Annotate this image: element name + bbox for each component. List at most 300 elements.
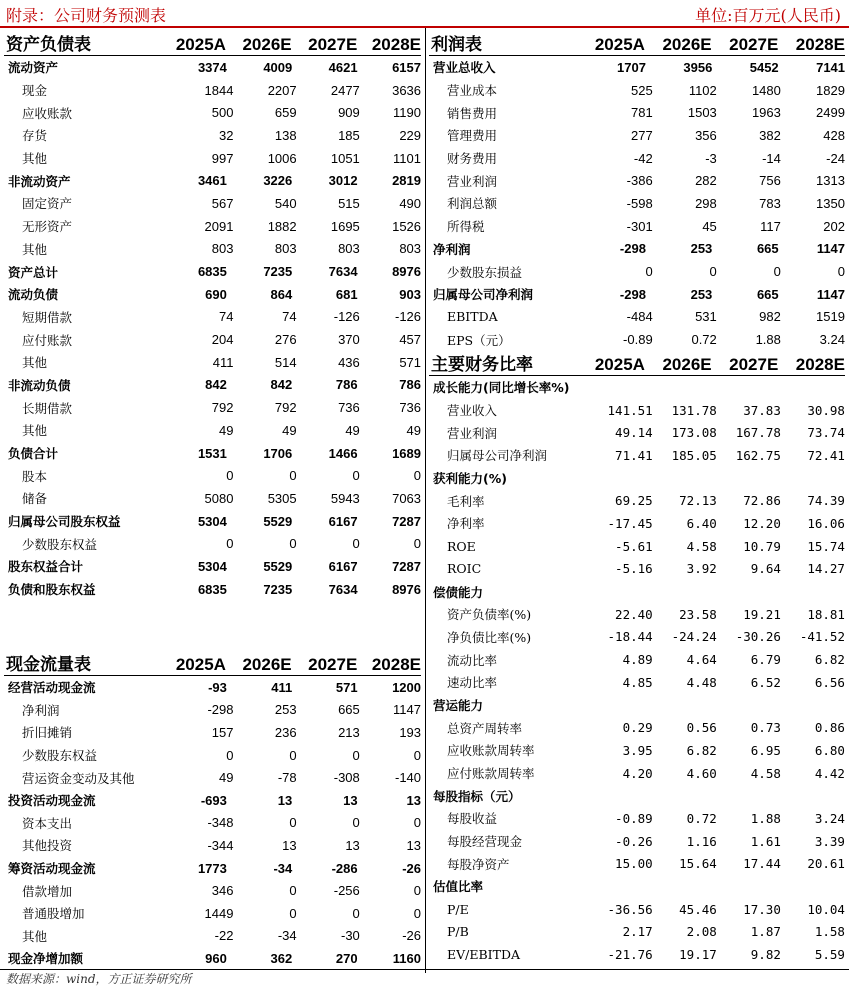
row-value: 1147 [816, 241, 846, 257]
row-label: 短期借款 [22, 309, 73, 325]
row-value: 982 [759, 309, 781, 325]
row-value: 277 [630, 127, 653, 143]
row-value: 0 [289, 883, 297, 899]
row-value: 1519 [816, 309, 845, 325]
row-value: 19.17 [679, 947, 717, 963]
row-label: 筹资活动现金流 [8, 861, 96, 877]
row-value: 1531 [197, 445, 227, 461]
row-value: 32 [219, 127, 234, 143]
table-row [429, 399, 845, 422]
row-value: 1.16 [686, 833, 717, 849]
row-label: 流动比率 [447, 652, 498, 668]
row-value: 162.75 [735, 447, 781, 463]
row-value: 3.24 [814, 810, 845, 826]
year-header: 2028E [371, 35, 421, 54]
row-label: P/B [447, 924, 469, 940]
row-value: 5304 [197, 558, 227, 574]
row-label: 其他 [22, 355, 48, 371]
row-label: 固定资产 [22, 196, 73, 212]
row-label: 净负债比率(%) [447, 629, 532, 645]
row-label: 资产总计 [8, 264, 59, 280]
row-value: 6.40 [686, 515, 717, 531]
row-value: 1882 [267, 218, 297, 234]
row-value: 0.73 [750, 720, 781, 736]
row-value: 13 [277, 792, 293, 808]
row-value: -0.26 [615, 833, 653, 849]
row-value: 73.74 [807, 425, 845, 441]
row-value: 1466 [328, 445, 358, 461]
row-value: 5.59 [814, 947, 845, 963]
row-value: 0 [352, 747, 360, 763]
year-header: 2025A [175, 35, 226, 54]
row-label: EBITDA [447, 309, 498, 325]
row-label: 获利能力(%) [433, 471, 507, 487]
row-label: 净利润 [433, 241, 471, 257]
row-value: 3012 [328, 173, 358, 189]
report-header [0, 0, 849, 26]
table-title: 利润表 [431, 35, 482, 55]
year-header: 2028E [795, 355, 845, 374]
row-value: -21.76 [607, 947, 653, 963]
year-header: 2026E [242, 655, 292, 674]
table-row [429, 558, 845, 581]
row-value: -140 [394, 770, 422, 786]
row-value: 4.58 [750, 765, 781, 781]
row-label: 营业成本 [447, 83, 498, 99]
row-value: 1829 [816, 82, 845, 98]
row-value: 960 [205, 950, 227, 966]
row-label: 长期借款 [22, 400, 73, 416]
table-row [4, 812, 421, 835]
income-statement-table [429, 28, 845, 351]
year-header: 2026E [662, 35, 712, 54]
row-value: 0 [289, 747, 297, 763]
table-row [429, 716, 845, 739]
row-value: 49 [219, 770, 234, 786]
row-label: 其他 [22, 928, 48, 944]
table-header [4, 648, 421, 676]
row-value: 1.61 [750, 833, 781, 849]
row-value: 665 [338, 702, 360, 718]
row-value: 2207 [267, 82, 297, 98]
row-label: 应付账款 [22, 332, 73, 348]
row-value: -348 [207, 815, 234, 831]
row-value: 72.41 [807, 447, 845, 463]
row-value: 167.78 [735, 425, 781, 441]
table-row [4, 260, 421, 283]
year-header: 2028E [371, 655, 421, 674]
table-row [429, 421, 845, 444]
row-value: 5529 [263, 558, 293, 574]
table-row [4, 721, 421, 744]
row-value: 803 [274, 241, 297, 257]
row-value: 362 [270, 950, 293, 966]
row-value: 173.08 [671, 425, 717, 441]
row-value: -78 [277, 770, 297, 786]
table-row [429, 784, 845, 807]
row-label: 股本 [22, 468, 48, 484]
row-value: 1051 [330, 150, 360, 166]
table-row [4, 464, 421, 487]
year-header: 2027E [308, 655, 358, 674]
row-value: 665 [756, 286, 779, 302]
table-row [4, 487, 421, 510]
row-value: 10.79 [743, 538, 781, 554]
table-row [429, 444, 845, 467]
row-value: -301 [626, 218, 653, 234]
row-value: 3956 [683, 59, 713, 75]
row-value: -298 [619, 286, 646, 302]
table-row [429, 830, 845, 853]
row-label: 每股经营现金 [447, 834, 523, 850]
row-value: -598 [626, 195, 653, 211]
row-value: 0.72 [691, 332, 717, 348]
table-row [429, 192, 845, 215]
row-label: 营业总收入 [433, 60, 496, 76]
row-value: 298 [695, 195, 717, 211]
row-value: 3.92 [686, 561, 717, 577]
row-value: 490 [399, 195, 422, 211]
row-value: 0 [837, 264, 845, 280]
table-row [4, 699, 421, 722]
row-label: 营运资金变动及其他 [22, 770, 135, 786]
row-value: 736 [399, 400, 422, 416]
row-value: -18.44 [607, 629, 653, 645]
row-value: 2.08 [686, 924, 717, 940]
row-label: 速动比率 [447, 675, 498, 691]
row-value: 1.88 [755, 332, 781, 348]
row-value: 2499 [816, 105, 845, 121]
row-value: 6.52 [750, 674, 781, 690]
table-row [4, 442, 421, 465]
row-value: 0 [413, 815, 422, 831]
row-value: 2477 [330, 82, 360, 98]
row-value: 117 [760, 218, 781, 234]
row-label: 资产负债率(%) [447, 607, 532, 623]
row-value: 49 [282, 422, 297, 438]
row-value: 1707 [617, 59, 646, 75]
row-value: 659 [274, 105, 297, 121]
row-label: 财务费用 [447, 151, 498, 167]
row-value: 0 [226, 468, 234, 484]
row-value: 803 [399, 241, 422, 257]
row-label: 其他 [22, 423, 48, 439]
table-row [4, 879, 421, 902]
row-value: 3374 [197, 59, 227, 75]
row-value: 3.24 [819, 332, 845, 348]
row-value: 204 [211, 332, 234, 348]
table-row [4, 510, 421, 533]
table-row [429, 898, 845, 921]
row-value: 5080 [204, 490, 234, 506]
row-label: 偿债能力 [433, 584, 484, 600]
row-value: 23.58 [679, 606, 717, 622]
table-row [429, 79, 845, 102]
row-value: 1773 [197, 860, 227, 876]
table-row [4, 676, 421, 699]
row-value: 4621 [328, 59, 358, 75]
row-label: 销售费用 [447, 105, 498, 121]
column-divider [425, 28, 426, 973]
cashflow-table [4, 648, 421, 970]
row-value: 346 [211, 883, 234, 899]
row-value: 1.58 [814, 924, 845, 940]
row-label: 营运能力 [433, 697, 484, 713]
year-header: 2025A [594, 355, 645, 374]
row-value: 49 [219, 422, 234, 438]
row-value: -693 [200, 792, 227, 808]
row-value: 1844 [204, 82, 234, 98]
row-value: 382 [759, 127, 781, 143]
table-row [4, 555, 421, 578]
row-label: ROIC [447, 561, 482, 577]
row-value: 276 [274, 332, 297, 348]
row-value: 842 [270, 377, 293, 393]
row-label: 现金净增加额 [8, 951, 84, 967]
row-value: 0 [413, 468, 422, 484]
table-row [4, 147, 421, 170]
row-label: 借款增加 [22, 883, 73, 899]
table-row [4, 925, 421, 948]
row-value: 0.56 [686, 720, 717, 736]
row-value: 0 [645, 264, 653, 280]
row-value: 6167 [328, 513, 358, 529]
row-value: 72.13 [679, 493, 717, 509]
row-value: 1963 [751, 105, 781, 121]
row-value: 13 [406, 792, 421, 808]
row-value: 1190 [393, 105, 422, 121]
row-value: -126 [394, 309, 422, 325]
balance-sheet-table [4, 28, 421, 601]
table-row [4, 419, 421, 442]
row-value: 3461 [197, 173, 227, 189]
row-value: 45.46 [679, 901, 717, 917]
row-label: 总资产周转率 [447, 720, 523, 736]
row-value: 6.82 [814, 652, 845, 668]
table-row [429, 101, 845, 124]
row-value: 756 [759, 173, 781, 189]
row-value: 1480 [751, 82, 781, 98]
row-value: 5943 [330, 490, 360, 506]
table-row [429, 807, 845, 830]
table-row [4, 328, 421, 351]
row-value: 428 [823, 127, 845, 143]
row-value: 786 [399, 377, 421, 393]
row-value: 6.56 [814, 674, 845, 690]
row-label: 应收账款 [22, 105, 73, 121]
row-label: 股东权益合计 [8, 559, 84, 575]
row-value: 665 [756, 241, 779, 257]
table-row [4, 857, 421, 880]
row-value: 1313 [816, 173, 845, 189]
row-value: -344 [207, 837, 234, 853]
row-value: 370 [338, 332, 360, 348]
row-value: -298 [207, 702, 234, 718]
row-value: 45 [702, 218, 717, 234]
row-value: 1526 [392, 218, 422, 234]
table-row [429, 238, 845, 261]
row-label: 每股净资产 [447, 856, 510, 872]
row-value: 356 [695, 127, 717, 143]
row-label: 净利率 [447, 516, 485, 532]
row-value: 3.39 [814, 833, 845, 849]
table-row [429, 169, 845, 192]
year-header: 2026E [242, 35, 292, 54]
row-value: 17.44 [743, 856, 781, 872]
table-row [4, 283, 421, 306]
row-value: 3226 [263, 173, 293, 189]
table-row [4, 79, 421, 102]
row-value: 282 [695, 173, 717, 189]
row-label: ROE [447, 538, 476, 554]
table-row [4, 578, 421, 601]
row-value: 1.88 [750, 810, 781, 826]
row-label: 毛利率 [447, 493, 485, 509]
row-value: 16.06 [807, 515, 845, 531]
year-header: 2026E [662, 355, 712, 374]
row-value: 15.74 [807, 538, 845, 554]
table-row [4, 124, 421, 147]
row-label: 每股指标（元） [433, 788, 521, 804]
row-value: -14 [762, 150, 781, 166]
table-row [429, 535, 845, 558]
row-value: -17.45 [607, 515, 653, 531]
row-value: 571 [399, 354, 422, 370]
table-row [4, 238, 421, 261]
row-value: 69.25 [615, 493, 653, 509]
table-row [429, 56, 845, 79]
row-label: 归属母公司股东权益 [8, 514, 121, 530]
row-value: 0 [226, 536, 234, 552]
table-row [429, 852, 845, 875]
row-label: EV/EBITDA [447, 947, 520, 963]
year-header: 2028E [795, 35, 845, 54]
row-value: 0 [352, 536, 360, 552]
row-value: 0 [352, 905, 360, 921]
table-row [429, 648, 845, 671]
row-value: 3636 [392, 82, 422, 98]
row-value: 12.20 [743, 515, 781, 531]
row-label: 成长能力(同比增长率%) [433, 380, 570, 396]
row-value: 0 [413, 905, 422, 921]
year-header: 2027E [729, 35, 779, 54]
row-value: 436 [338, 354, 360, 370]
table-title: 主要财务比率 [431, 355, 533, 375]
row-value: 10.04 [807, 901, 845, 917]
row-label: 归属母公司净利润 [447, 448, 548, 464]
unit-label: 单位:百万元(人民币) [695, 6, 841, 25]
row-value: -5.16 [615, 561, 653, 577]
row-value: 6.80 [814, 742, 845, 758]
row-value: 515 [338, 195, 360, 211]
row-value: 531 [695, 309, 717, 325]
table-row [4, 374, 421, 397]
row-value: 138 [274, 127, 297, 143]
row-value: 0 [289, 905, 297, 921]
row-value: 1.87 [750, 924, 781, 940]
row-value: -126 [333, 309, 360, 325]
row-value: 131.78 [671, 402, 717, 418]
row-value: 193 [399, 724, 422, 740]
row-value: 0 [289, 468, 297, 484]
row-value: -36.56 [607, 901, 653, 917]
row-value: 6835 [197, 264, 227, 280]
row-label: 无形资产 [22, 219, 73, 235]
row-label: 经营活动现金流 [8, 680, 96, 696]
row-label: 流动负债 [8, 287, 59, 303]
table-row [429, 694, 845, 717]
row-value: 30.98 [807, 402, 845, 418]
row-value: 786 [335, 377, 358, 393]
row-value: -34 [277, 928, 297, 944]
row-value: 0 [352, 815, 360, 831]
row-value: 9.82 [750, 947, 781, 963]
row-value: 5452 [749, 59, 779, 75]
row-value: 0 [709, 264, 717, 280]
row-value: 0 [413, 883, 422, 899]
row-label: 普通股增加 [22, 906, 85, 922]
row-value: 2.17 [622, 924, 653, 940]
year-header: 2027E [729, 355, 779, 374]
table-title: 资产负债表 [6, 35, 91, 55]
row-label: 负债合计 [8, 446, 59, 462]
row-value: 6157 [392, 59, 421, 75]
row-value: 49.14 [615, 425, 653, 441]
table-header [429, 28, 845, 56]
row-value: 2819 [392, 173, 421, 189]
row-value: 540 [274, 195, 297, 211]
row-value: 4.58 [686, 538, 717, 554]
row-value: -30 [340, 928, 360, 944]
row-value: 1101 [393, 150, 422, 166]
row-label: 营业利润 [447, 173, 498, 189]
row-label: 非流动资产 [8, 173, 71, 189]
table-row [4, 396, 421, 419]
row-value: 185.05 [671, 447, 717, 463]
row-value: 1147 [816, 286, 846, 302]
row-label: 少数股东损益 [447, 264, 523, 280]
row-value: 0 [352, 468, 360, 484]
row-label: 投资活动现金流 [8, 793, 96, 809]
table-row [4, 215, 421, 238]
row-value: 74 [219, 309, 234, 325]
row-value: 4.42 [814, 765, 845, 781]
row-value: 13 [345, 837, 360, 853]
row-value: 72.86 [743, 493, 781, 509]
row-value: -41.52 [799, 629, 845, 645]
row-value: 37.83 [743, 402, 781, 418]
table-row [429, 124, 845, 147]
row-value: 4.48 [686, 674, 717, 690]
row-value: 22.40 [615, 606, 653, 622]
table-row [429, 739, 845, 762]
row-label: 流动资产 [8, 60, 59, 76]
row-value: 7287 [392, 513, 421, 529]
row-value: 5304 [197, 513, 227, 529]
row-value: 202 [823, 218, 845, 234]
row-label: 非流动负债 [8, 377, 71, 393]
row-value: 253 [274, 702, 297, 718]
row-value: 997 [211, 150, 234, 166]
row-value: 49 [345, 422, 360, 438]
row-value: 457 [399, 332, 422, 348]
row-value: 15.64 [679, 856, 717, 872]
row-value: 6835 [197, 581, 227, 597]
row-value: -26 [402, 860, 421, 876]
table-row [429, 147, 845, 170]
row-value: 4.85 [622, 674, 653, 690]
table-row [4, 834, 421, 857]
